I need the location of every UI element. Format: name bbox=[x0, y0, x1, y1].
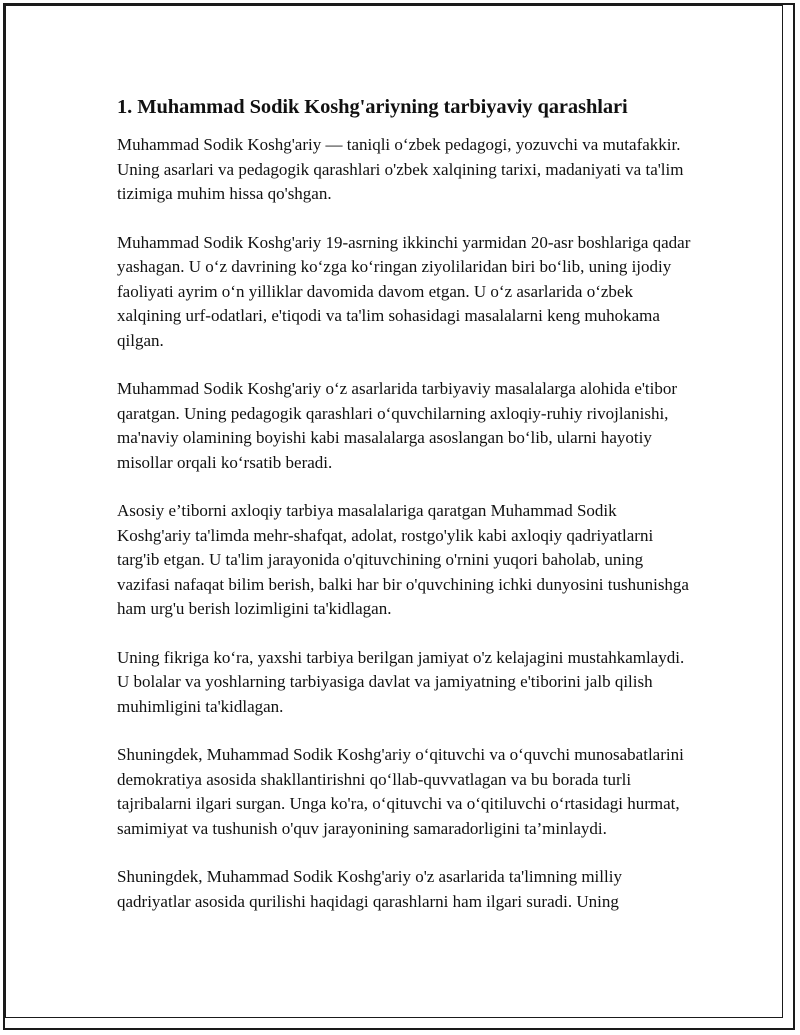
document-body bbox=[117, 93, 692, 914]
paragraph-society: Uning fikriga ko‘ra, yaxshi tarbiya berilgan jamiyat o'z kelajagini mustahkamlaydi. U bolalar va yoshlarning tarbiyasiga davlat va jamiyatning e'tiborini jalb qilish muhimligini ta'kidlagan. bbox=[117, 647, 685, 716]
paragraph-educational-focus: Muhammad Sodik Koshg'ariy o‘z asarlarida tarbiyaviy masalalarga alohida e'tibor qaratgan. Uning pedagogik qarashlari o‘quvchilarning axloqiy-ruhiy rivojlanishi, ma'naviy olamining boyishi kabi masalalarga asoslangan bo‘lib, ularni hayotiy misollar orqali ko‘rsatib beradi. bbox=[117, 379, 678, 472]
paragraph-biography: Muhammad Sodik Koshg'ariy 19-asrning ikkinchi yarmidan 20-asr boshlariga qadar yashagan. U o‘z davrining ko‘zga ko‘ringan ziyolilaridan biri bo‘lib, uning ijodiy faoliyati ayrim o‘n yilliklar davomida davom etgan. U o‘z asarlarida o‘zbek xalqining urf-odatlari, e'tiqodi va ta'lim sohasidagi masalalarni keng muhokama qilgan. bbox=[117, 232, 691, 350]
paragraph-moral-education: Asosiy e’tiborni axloqiy tarbiya masalalariga qaratgan Muhammad Sodik Koshg'ariy ta'limda mehr-shafqat, adolat, rostgo'ylik kabi axloqiy qadriyatlarni targ'ib etgan. U ta'lim jarayonida o'qituvchining o'rnini yuqori baholab, uning vazifasi nafaqat bilim berish, balki har bir o'quvchining ichki dunyosini tushunishga ham urg'u berish lozimligini ta'kidlagan. bbox=[117, 501, 689, 618]
paragraph-intro: Muhammad Sodik Koshg'ariy — taniqli o‘zbek pedagogi, yozuvchi va mutafakkir. Uning asarlari va pedagogik qarashlari o'zbek xalqining tarixi, madaniyati va ta'lim tizimiga muhim hissa qo'shgan. bbox=[117, 135, 684, 203]
paragraph-teacher-student: Shuningdek, Muhammad Sodik Koshg'ariy o‘qituvchi va o‘quvchi munosabatlarini demokratiya asosida shakllantirishni qo‘llab-quvvatlagan va bu borada turli tajribalarni ilgari surgan. Unga ko'ra, o‘qituvchi va o‘qitiluvchi o‘rtasidagi hurmat, samimiyat va tushunish o'quv jarayonining samaradorligini ta’minlaydi. bbox=[117, 745, 684, 838]
paragraph-national-values: Shuningdek, Muhammad Sodik Koshg'ariy o'z asarlarida ta'limning milliy qadriyatlar asosida qurilishi haqidagi qarashlarni ham ilgari suradi. Uning bbox=[117, 867, 622, 911]
section-heading: 1. Muhammad Sodik Koshg'ariyning tarbiyaviy qarashlari bbox=[117, 96, 628, 118]
